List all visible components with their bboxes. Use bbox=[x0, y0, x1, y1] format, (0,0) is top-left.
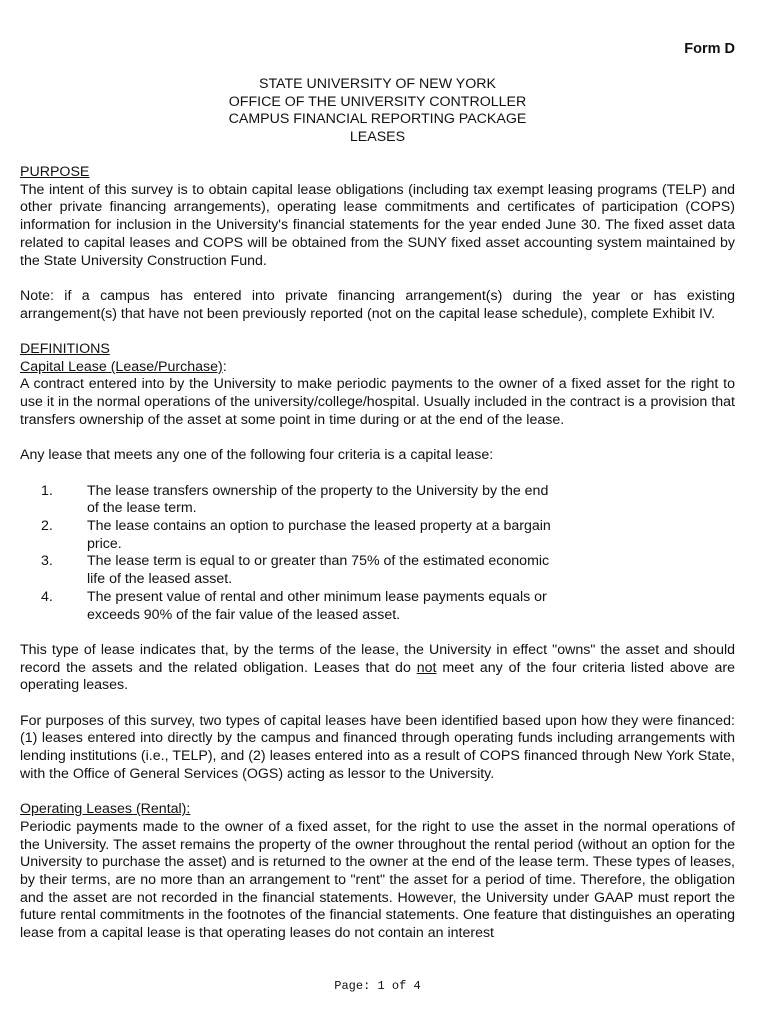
header-line-2: OFFICE OF THE UNIVERSITY CONTROLLER bbox=[228, 93, 527, 110]
owns-text-after: meet any of the four criteria listed above are operating leases. bbox=[20, 659, 735, 694]
capital-lease-heading-line bbox=[20, 359, 735, 377]
capital-lease-colon: : bbox=[222, 358, 227, 375]
owns-text-not: not bbox=[416, 659, 437, 676]
definitions-section bbox=[20, 341, 735, 430]
criteria-intro: Any lease that meets any one of the following four criteria is a capital lease: bbox=[20, 447, 494, 464]
operating-leases-text: Periodic payments made to the owner of a fixed asset, for the right to use the asset in the normal operations of the University. The asset remains the property of the owner throughout the rental period (without an option for the University to purchase the asset) and is returned to the owner at the end of the lease term. These types of leases, by their terms, are no more than an arrangement to "rent" the asset for a period of time. Therefore, the obligation and the asset are not recorded in the financial statements. However, the University under GAAP must report the future rental commitments in the footnotes of the financial statements. One feature that distinguishes an operating lease from a capital lease is that operating leases do not contain an interest bbox=[20, 818, 735, 942]
document-body bbox=[20, 164, 735, 961]
capital-lease-text: A contract entered into by the University to make periodic payments to the owner of a fixed asset for the right to use it in the normal operations of the university/college/hospital. Usually included in the contract is a provision that transfers ownership of the asset at some point in time during or at the end of the lease. bbox=[20, 376, 735, 428]
criteria-number: 4. bbox=[41, 588, 53, 605]
criteria-text: The present value of rental and other minimum lease payments equals or exceeds 90% of the fair value of the leased asset. bbox=[87, 588, 547, 623]
definitions-heading: DEFINITIONS bbox=[20, 341, 110, 357]
criteria-number: 1. bbox=[41, 482, 53, 499]
criteria-text: The lease term is equal to or greater than 75% of the estimated economic life of the leased asset. bbox=[87, 553, 550, 588]
purpose-text: The intent of this survey is to obtain capital lease obligations (including tax exempt leasing programs (TELP) and other private financing arrangements), operating lease commitments and certificates of participation (COPS) information for inclusion in the University's financial statements for the year ended June 30. The fixed asset data related to capital leases and COPS will be obtained from the SUNY fixed asset accounting system maintained by the State University Construction Fund. bbox=[20, 181, 735, 269]
criteria-item bbox=[20, 589, 557, 624]
document-header bbox=[20, 76, 735, 146]
header-line-1: STATE UNIVERSITY OF NEW YORK bbox=[258, 76, 496, 92]
criteria-text: The lease transfers ownership of the property to the University by the end of the lease term. bbox=[87, 482, 549, 517]
owns-paragraph bbox=[20, 642, 735, 695]
purpose-section bbox=[20, 164, 735, 270]
page-footer: Page: 1 of 4 bbox=[334, 979, 421, 993]
capital-lease-heading: Capital Lease (Lease/Purchase) bbox=[20, 358, 223, 375]
purposes-paragraph: For purposes of this survey, two types of capital leases have been identified based upon how they were financed: (1) leases entered into directly by the campus and financed through operating funds including arrangements with lending institutions (i.e., TELP), and (2) leases entered into as a result of COPS financed through New York State, with the Office of General Services (OGS) acting as lessor to the University. bbox=[20, 712, 735, 782]
criteria-number: 3. bbox=[41, 553, 53, 570]
purpose-heading: PURPOSE bbox=[20, 164, 90, 180]
criteria-item bbox=[20, 483, 557, 518]
operating-leases-heading: Operating Leases (Rental): bbox=[20, 801, 191, 818]
header-line-4: LEASES bbox=[349, 128, 406, 145]
owns-text-before: This type of lease indicates that, by the terms of the lease, the University in effect "owns" the asset and should record the assets and the related obligation. Leases that do bbox=[20, 641, 735, 676]
form-label: Form D bbox=[684, 41, 735, 57]
operating-leases-section bbox=[20, 801, 735, 943]
criteria-number: 2. bbox=[41, 518, 53, 534]
purpose-note: Note: if a campus has entered into private financing arrangement(s) during the year or has existing arrangement(s) that have not been previously reported (not on the capital lease schedule), complete Exhibit IV. bbox=[20, 287, 735, 322]
criteria-text: The lease contains an option to purchase the leased property at a bargain price. bbox=[87, 518, 551, 552]
header-line-3: CAMPUS FINANCIAL REPORTING PACKAGE bbox=[228, 111, 527, 127]
criteria-item bbox=[20, 518, 557, 553]
criteria-item bbox=[20, 553, 557, 588]
criteria-list bbox=[20, 483, 735, 625]
